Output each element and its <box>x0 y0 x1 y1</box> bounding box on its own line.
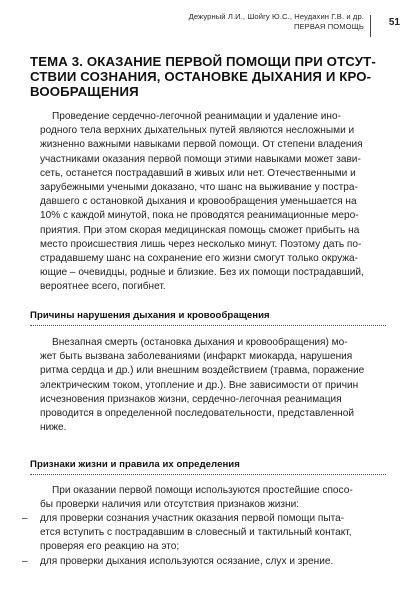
text-line: ется вступить с пострадавшим в словесный и тактильный контакт, <box>40 527 352 539</box>
header-authors: Дежурный Л.И., Шойгу Ю.С., Неудахин Г.В. и др. <box>188 12 364 21</box>
list-item <box>22 555 392 569</box>
text-line: Внезапная смерть (остановка дыхания и кровообращения) мо- <box>52 337 348 348</box>
text-line: страдавшему шанс на сохранение его жизни смогут только окружа- <box>40 253 358 265</box>
section-heading-causes: Причины нарушения дыхания и кровообращения <box>30 310 270 321</box>
text-line: сеть, останется пострадавший в живых или нет. Отечественными и <box>40 167 356 179</box>
text-line: для проверки дыхания используются осязание, слух и зрение. <box>40 556 334 567</box>
text-line: ниже. <box>40 422 67 434</box>
text-line: ющие – очевидцы, родные и близкие. Без их помощи пострадавший, <box>40 267 364 279</box>
running-header-text <box>189 12 364 32</box>
section-divider <box>30 474 386 475</box>
header-divider <box>370 15 371 37</box>
text-line: жет быть вызвана заболеваниями (инфаркт миокарда, нарушения <box>40 351 353 363</box>
running-header <box>0 12 414 42</box>
text-line: зарубежными учеными доказано, что шанс на выживание у постра- <box>40 182 358 194</box>
list-item <box>22 512 392 555</box>
text-line: жизненно важными навыками первой помощи. От степени владения <box>40 139 363 151</box>
text-line: для проверки сознания участник оказания первой помощи пыта- <box>40 513 345 524</box>
chapter-title-line: ВООБРАЩЕНИЯ <box>30 84 139 100</box>
text-line: При оказании первой помощи используются простейшие спосо- <box>52 485 353 496</box>
text-line: вероятнее всего, погибнет. <box>40 281 166 293</box>
signs-paragraph <box>40 484 392 512</box>
text-line: бы проверки наличия или отсутствия признаков жизни: <box>40 499 300 511</box>
chapter-title-line: ТЕМА 3. ОКАЗАНИЕ ПЕРВОЙ ПОМОЩИ ПРИ ОТСУТ- <box>30 54 376 69</box>
text-line: Проведение сердечно-легочной реанимации и удаление ино- <box>52 111 341 122</box>
text-line: ритма сердца и др.) или внешним воздействием (травма, поражение <box>40 365 365 377</box>
section-heading-signs-of-life: Признаки жизни и правила их определения <box>30 459 240 470</box>
causes-paragraph <box>40 336 392 435</box>
section-divider <box>30 325 386 326</box>
text-line: проводится в определенной последовательности, представленной <box>40 408 354 420</box>
text-line: проверяя его реакцию на это; <box>40 541 180 553</box>
list-bullet: – <box>22 513 28 524</box>
text-line: 10% с каждой минутой, пока не проводятся реанимационные меро- <box>40 210 359 222</box>
list-bullet: – <box>22 556 28 567</box>
text-line: исчезновения признаков жизни, сердечно-легочная реанимация <box>40 393 342 405</box>
text-line: приятия. При этом скорая медицинская помощь сможет прибыть на <box>40 224 360 236</box>
chapter-title <box>30 54 385 100</box>
page-number: 51 <box>388 17 400 28</box>
header-book-title: ПЕРВАЯ ПОМОЩЬ <box>293 22 364 31</box>
text-line: давшего с остановкой дыхания и кровообращения уменьшается на <box>40 196 357 208</box>
chapter-title-line: СТВИИ СОЗНАНИЯ, ОСТАНОВКЕ ДЫХАНИЯ И КРО- <box>30 69 372 85</box>
text-line: место происшествия лишь через несколько минут. Поэтому дать по- <box>40 238 362 250</box>
text-line: участниками оказания первой помощи этими навыками может зави- <box>40 153 361 165</box>
intro-paragraph <box>40 110 392 295</box>
text-line: родного тела верхних дыхательных путей являются несложными и <box>40 125 355 137</box>
text-line: электрическим током, утопление и др.). Вне зависимости от причин <box>40 379 359 391</box>
